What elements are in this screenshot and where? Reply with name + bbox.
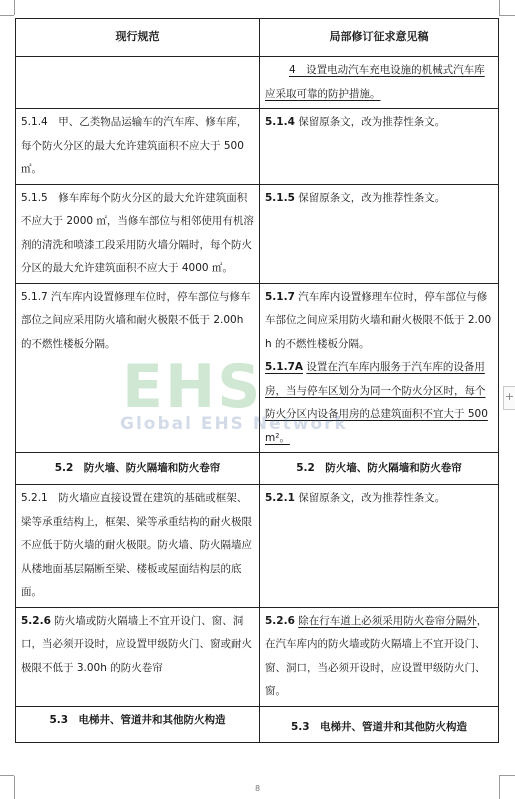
clause-5-1-7-current: 5.1.7 汽车库内设置修理车位时，停车部位与修车部位之间应采用防火墙和耐火极限不低于 2.00h 的不燃性楼板分隔。 [16,283,260,453]
header-revision-draft: 局部修订征求意见稿 [260,19,499,57]
clause-5-1-4-revision [260,109,499,185]
crop-mark-top-right-h [499,15,515,16]
clause-5-2-6-current [16,607,260,706]
table-row [16,607,499,706]
clause-code-5-1-7a: 5.1.7A [265,361,304,373]
clause-5-1-5-current: 5.1.5 修车库每个防火分区的最大允许建筑面积不应大于 2000 ㎡，当修车部位与相邻使用有机溶剂的清洗和喷漆工段采用防火墙分隔时，每个防火分区的最大允许建筑面积不应大于 4000 ㎡。 [16,184,260,283]
clause-5-1-7-revision [260,283,499,453]
watermark-logo-text: EHS [122,352,263,422]
cell-left-empty [16,57,260,109]
table-row [16,57,499,109]
section-5-2-revision: 5.2 防火墙、防火隔墙和防火卷帘 [260,453,499,485]
crop-mark-bottom-right-h [499,775,515,776]
clause-5-1-5-revision [260,184,499,283]
section-heading-row [16,453,499,485]
page-number: 8 [254,784,261,793]
clause-text-5-1-7a: 设置在汽车库内服务于汽车库的设备用房，当与停车区划分为同一个防火分区时，每个防火分区内设备用房的总建筑面积不宜大于 500m²。 [265,361,488,444]
section-heading-row [16,706,499,742]
section-5-3-revision: 5.3 电梯井、管道井和其他防火构造 [260,706,499,742]
clause-code: 5.1.7 [265,290,295,303]
clause-code: 5.2.6 [21,614,51,627]
section-5-2-current: 5.2 防火墙、防火隔墙和防火卷帘 [16,453,260,485]
clause-text-underlined: 除在行车道上必须采用防火卷帘分隔外 [298,614,477,627]
table-header-row [16,19,499,57]
clause-4-text: 4 设置电动汽车充电设施的机械式汽车库应采取可靠的防护措施。 [265,64,485,100]
header-current-spec: 现行规范 [16,19,260,57]
clause-text: 汽车库内设置修理车位时，停车部位与修车部位之间应采用防火墙和耐火极限不低于 2.00h 的不燃性楼板分隔。 [265,290,492,350]
cell-right-4 [260,57,499,109]
section-5-3-current: 5.3 电梯井、管道井和其他防火构造 [16,706,260,742]
comparison-table [15,18,499,743]
table-row [16,184,499,283]
clause-5-1-4-current: 5.1.4 甲、乙类物品运输车的汽车库、修车库，每个防火分区的最大允许建筑面积不应大于 500 ㎡。 [16,109,260,185]
clause-text: 防火墙或防火隔墙上不宜开设门、窗、洞口，当必须开设时，应设置甲级防火门、窗或耐火极限不低于 3.00h 的防火卷帘 [21,614,252,674]
table-row [16,485,499,608]
table-row [16,283,499,453]
clause-code: 5.1.4 [265,116,295,128]
crop-mark-bottom-left-h [0,775,14,776]
clause-5-2-1-current: 5.2.1 防火墙应直接设置在建筑的基础或框架、梁等承重结构上，框架、梁等承重结构的耐火极限不应低于防火墙的耐火极限。防火墙、防火隔墙应从楼地面基层隔断至梁、楼板或屋面结构层的底面。 [16,485,260,608]
clause-text: 保留原条文，改为推荐性条文。 [298,116,446,128]
clause-text: 保留原条文，改为推荐性条文。 [298,492,446,504]
clause-5-2-1-revision [260,485,499,608]
clause-code: 5.1.5 [265,191,295,204]
crop-mark-top-left-v [14,0,15,15]
table-row [16,109,499,185]
clause-code: 5.2.6 [265,614,295,627]
crop-mark-top-left-h [0,15,14,16]
watermark-tagline: Global EHS Network [120,414,348,434]
expand-side-button[interactable]: + [503,386,515,410]
clause-5-2-6-revision [260,607,499,706]
clause-text: ，在汽车库内的防火墙或防火隔墙上不宜开设门、窗、洞口，当必须开设时，应设置甲级防火门、窗。 [265,614,488,697]
clause-code: 5.2.1 [265,492,295,504]
clause-text: 保留原条文，改为推荐性条文。 [298,191,446,204]
crop-mark-top-right-v [499,0,500,15]
